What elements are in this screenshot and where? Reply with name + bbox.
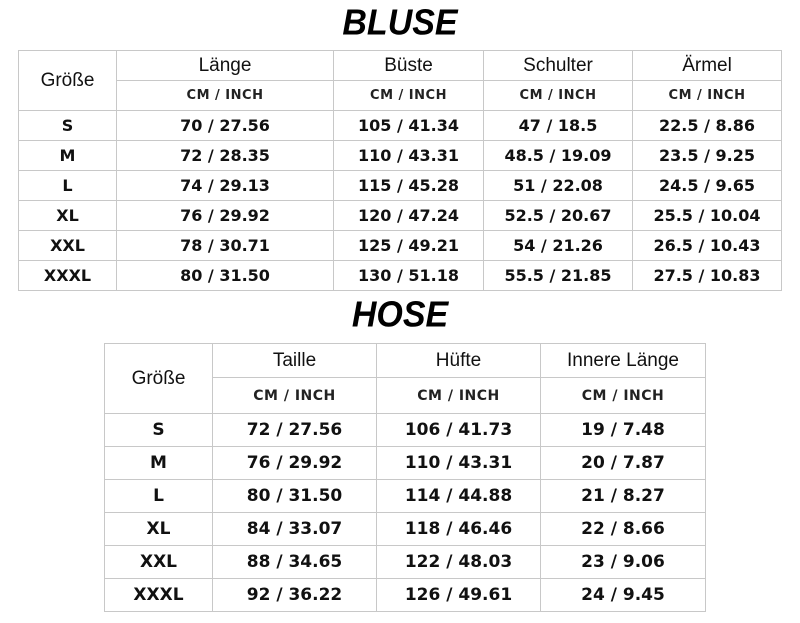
column-header-aermel: Ärmel [633,51,782,81]
value-cell: 23.5 / 9.25 [633,141,782,171]
value-cell: 55.5 / 21.85 [484,261,633,291]
unit-header: CM / INCH [541,378,706,414]
hose-title: HOSE [351,295,449,335]
value-cell: 51 / 22.08 [484,171,633,201]
size-cell: L [19,171,117,201]
value-cell: 23 / 9.06 [541,546,706,579]
value-cell: 78 / 30.71 [117,231,334,261]
table-row [105,480,706,513]
value-cell: 48.5 / 19.09 [484,141,633,171]
table-row [19,171,782,201]
value-cell: 21 / 8.27 [541,480,706,513]
size-cell: XXL [19,231,117,261]
size-cell: XL [105,513,213,546]
value-cell: 80 / 31.50 [117,261,334,291]
size-cell: M [19,141,117,171]
value-cell: 20 / 7.87 [541,447,706,480]
unit-header: CM / INCH [633,81,782,111]
size-cell: L [105,480,213,513]
value-cell: 72 / 28.35 [117,141,334,171]
column-header-laenge: Länge [117,51,334,81]
column-header-bueste: Büste [334,51,484,81]
column-header-schulter: Schulter [484,51,633,81]
value-cell: 80 / 31.50 [213,480,377,513]
size-cell: XL [19,201,117,231]
table-row [105,546,706,579]
value-cell: 110 / 43.31 [377,447,541,480]
value-cell: 88 / 34.65 [213,546,377,579]
size-cell: M [105,447,213,480]
table-row [19,261,782,291]
value-cell: 26.5 / 10.43 [633,231,782,261]
value-cell: 126 / 49.61 [377,579,541,612]
table-row [105,447,706,480]
column-header-taille: Taille [213,344,377,378]
value-cell: 115 / 45.28 [334,171,484,201]
table-row [19,231,782,261]
table-row [105,513,706,546]
column-header-huefte: Hüfte [377,344,541,378]
value-cell: 110 / 43.31 [334,141,484,171]
value-cell: 114 / 44.88 [377,480,541,513]
unit-header: CM / INCH [484,81,633,111]
value-cell: 24.5 / 9.65 [633,171,782,201]
value-cell: 47 / 18.5 [484,111,633,141]
value-cell: 118 / 46.46 [377,513,541,546]
table-row [105,414,706,447]
value-cell: 122 / 48.03 [377,546,541,579]
table-row [19,111,782,141]
size-header [105,344,213,414]
unit-header: CM / INCH [213,378,377,414]
value-cell: 24 / 9.45 [541,579,706,612]
value-cell: 76 / 29.92 [213,447,377,480]
value-cell: 105 / 41.34 [334,111,484,141]
table-row [19,201,782,231]
value-cell: 52.5 / 20.67 [484,201,633,231]
value-cell: 70 / 27.56 [117,111,334,141]
table-row [105,579,706,612]
value-cell: 76 / 29.92 [117,201,334,231]
bluse-title: BLUSE [342,3,458,43]
value-cell: 125 / 49.21 [334,231,484,261]
value-cell: 22.5 / 8.86 [633,111,782,141]
size-cell: S [105,414,213,447]
size-header [19,51,117,111]
size-header-label: Größe [131,367,186,389]
size-header-label: Größe [40,69,95,91]
value-cell: 74 / 29.13 [117,171,334,201]
bluse-size-table [18,50,782,291]
size-cell: S [19,111,117,141]
value-cell: 22 / 8.66 [541,513,706,546]
value-cell: 27.5 / 10.83 [633,261,782,291]
value-cell: 72 / 27.56 [213,414,377,447]
value-cell: 54 / 21.26 [484,231,633,261]
value-cell: 106 / 41.73 [377,414,541,447]
value-cell: 130 / 51.18 [334,261,484,291]
column-header-innere-laenge: Innere Länge [541,344,706,378]
value-cell: 120 / 47.24 [334,201,484,231]
unit-header: CM / INCH [377,378,541,414]
unit-header: CM / INCH [334,81,484,111]
value-cell: 25.5 / 10.04 [633,201,782,231]
size-cell: XXL [105,546,213,579]
table-row [19,141,782,171]
value-cell: 92 / 36.22 [213,579,377,612]
unit-header: CM / INCH [117,81,334,111]
value-cell: 84 / 33.07 [213,513,377,546]
size-cell: XXXL [105,579,213,612]
hose-size-table [104,343,706,612]
value-cell: 19 / 7.48 [541,414,706,447]
size-cell: XXXL [19,261,117,291]
